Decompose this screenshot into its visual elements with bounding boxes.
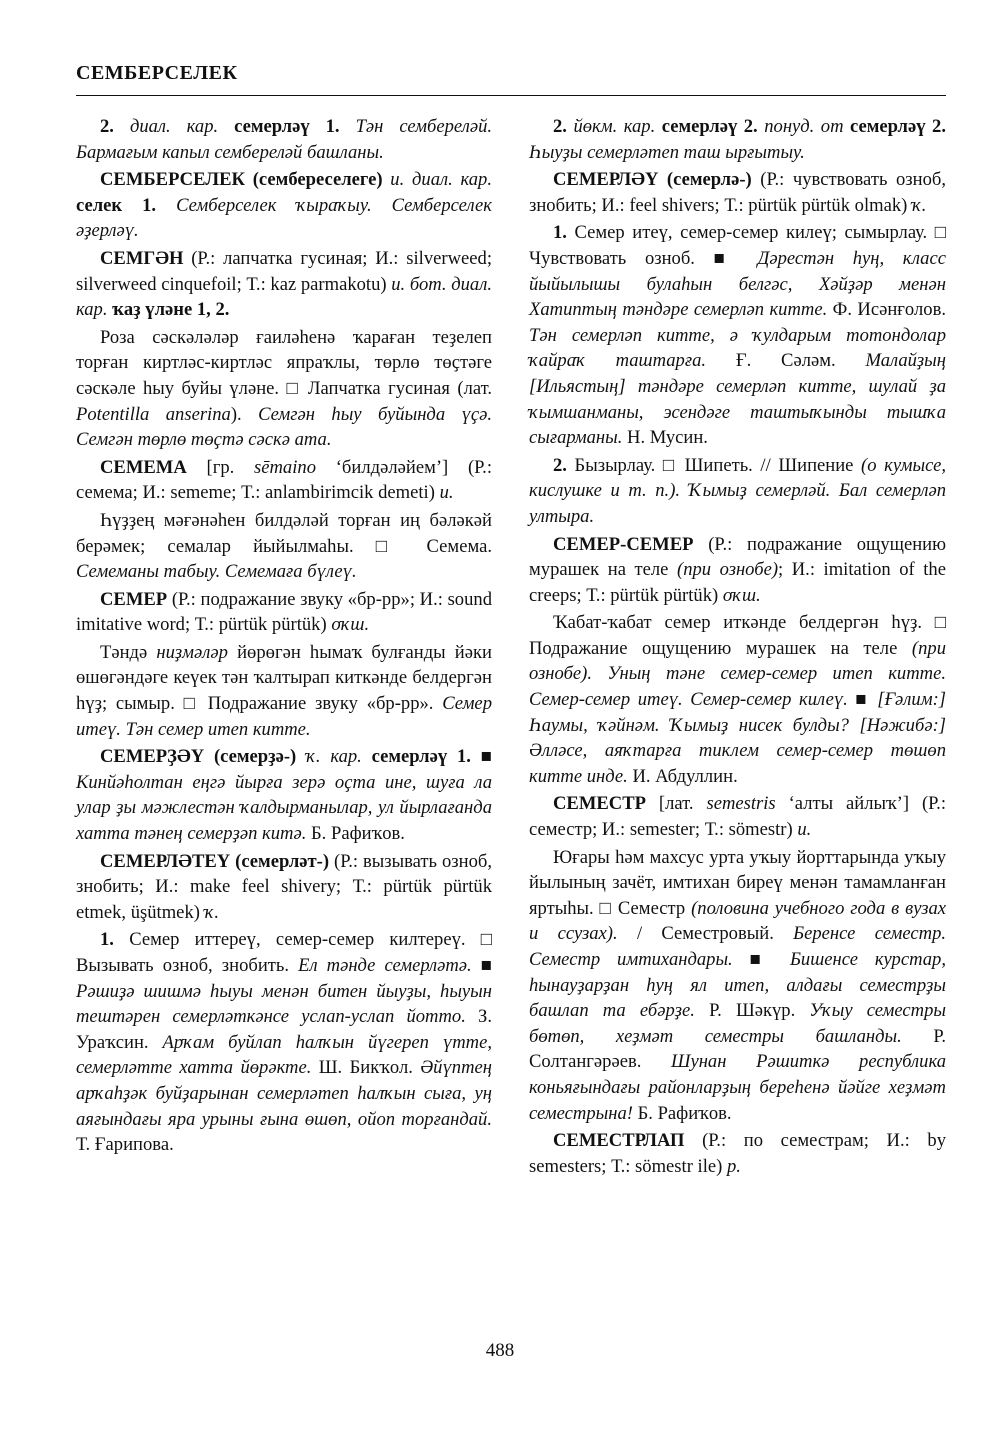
- header-rule: [76, 95, 946, 96]
- entry-paragraph: 2. диал. кар. семерләү 1. Тән сембереләй. Бармағым капыл сембереләй башланы.: [76, 116, 493, 163]
- right-column: [529, 114, 946, 1181]
- entry-paragraph: СЕМЕР-СЕМЕР (Р.: подражание ощущению мурашек на теле (при ознобе); И.: imitation of the creeps; Т.: pürtük pürtük) оҡш.: [529, 533, 946, 606]
- entry-paragraph: Роза сәскәләләр ғаиләһенә ҡараған теҙелеп торған киртләс-киртләс япраҡлы, төрлө төҫтәге сәскәле һыу буйы үләне. □ Лапчатка гусиная (лат. Potentilla anserina). Семгән һыу буйында үҫә. Семгән төрлө төҫтә сәскә ата.: [76, 326, 492, 451]
- entry-paragraph: СЕМЕР (Р.: подражание звуку «бр-рр»; И.: sound imitative word; Т.: pürtük pürtük) оҡш.: [76, 588, 492, 636]
- entry-paragraph: 1. Семер итеү, семер-семер килеү; сымырлау. □ Чувствовать озноб. ■ Дәрестән һуң, класс йыйылышы булаһын белгәс, Хәйҙәр менән Хатиптың тәндәре семерләп китте. Ф. Исәнғолов. Тән семерләп китте, ә ҡулдарым тотондолар ҡайраҡ таштарға. Ғ. Сәләм. Малайҙың [Ильястың] тәндәре семерләп китте, шулай ҙа ҡымшанманы, эсендәге таштыҡынды тышҡа сығарманы. Н. Мусин.: [529, 222, 946, 449]
- page-number: 488: [485, 1340, 515, 1361]
- entry-paragraph: СЕМГӘН (Р.: лапчатка гусиная; И.: silverweed; silverweed cinquefoil; Т.: kaz parmakotu) и. бот. диал. кар. ҡаҙ үләне 1, 2.: [76, 247, 492, 321]
- entry-paragraph: СЕМЕМА [гр. sēmaino ‘билдәләйем’] (Р.: семема; И.: sememe; Т.: anlambirimcik demeti) и.: [76, 456, 492, 504]
- entry-paragraph: 2. Бызырлау. □ Шипеть. // Шипение (о кумысе, кислушке и т. п.). Ҡымыҙ семерләй. Бал семерләп ултыра.: [529, 454, 946, 527]
- entry-paragraph: 1. Семер иттереү, семер-семер килтереү. □ Вызывать озноб, знобить. Ел тәнде семерләтә. ■ Рәшиҙә шишмә һыуы менән битен йыуҙы, һыуын тештәрен семерләткәнсе услап-услап йотто. З. Ураҡсин. Арҡам буйлап һалҡын йүгереп үтте, семерләтте хатта йөрәкте. Ш. Бикҡол. Әйүптең арҡаһҙәк буйҙарынан семерләтеп һалҡын сыға, уң аяғындағы яра урыны ғына өшөп, ойоп торғандай. Т. Ғарипова.: [76, 929, 493, 1156]
- running-head: СЕМБЕРСЕЛЕК: [76, 62, 238, 84]
- entry-paragraph: СЕМЕСТРЛАП (Р.: по семестрам; И.: by semesters; Т.: sömestr ile) р.: [529, 1130, 946, 1177]
- entry-paragraph: СЕМЕРЛӘҮ (семерлә-) (Р.: чувствовать озноб, знобить; И.: feel shivers; Т.: pürtük pürtük olmak) ҡ.: [529, 169, 946, 216]
- entry-paragraph: Юғары һәм махсус урта уҡыу йорттарында уҡыу йылының зачёт, имтихан биреү менән тамамланған яртыһы. □ Семестр (половина учебного года в вузах и ссузах). / Семестровый. Беренсе семестр. Семестр имтихандары. ■ Бишенсе курстар, һынауҙарҙан һуң ял итеп, алдағы семестрҙы башлап та ебәрҙе. Р. Шәкүр. Уҡыу семестры бөтөп, хеҙмәт семестры башланды. Р. Солтангәрәев. Шунан Рәшиткә республика коньяғындағы районларҙың береһенә йәйге хеҙмәт семестрына! Б. Рафиҡов.: [529, 846, 947, 1124]
- entry-paragraph: СЕМЕРЛӘТЕҮ (семерләт-) (Р.: вызывать озноб, знобить; И.: make feel shivery; Т.: pürtük pürtük etmek, üşütmek) ҡ.: [76, 850, 492, 923]
- entry-paragraph: СЕМЕСТР [лат. semestris ‘алты айлыҡ’] (Р.: семестр; И.: semester; Т.: sömestr) и.: [529, 793, 946, 841]
- entry-paragraph: СЕМЕРҘӘҮ (семерҙә-) ҡ. кар. семерләү 1. ■ Кинйәһолтан еңгә йырға зерә оҫта ине, шуға ла улар ҙы мәжлестән ҡалдырманылар, ул йырлағанда хатта тәнең семерҙәп китә. Б. Рафиҡов.: [76, 746, 492, 845]
- entry-paragraph: 2. йөкм. кар. семерләү 2. понуд. от семерләү 2. Һыуҙы семерләтеп таш ырғытыу.: [529, 116, 946, 163]
- entry-paragraph: СЕМБЕРСЕЛЕК (сембереселеге) и. диал. кар. селек 1. Семберселек ҡыраҡыу. Семберселек әҙерләү.: [76, 169, 492, 242]
- left-column: [76, 114, 492, 1160]
- entry-paragraph: Тәндә ниҙмәләр йөрөгән һымаҡ булғанды йәки өшөгәндәге кеүек тән ҡалтырап киткәнде белдергән һүҙ; сымыр. □ Подражание звуку «бр-рр». Семер итеү. Тән семер итеп китте.: [76, 641, 492, 740]
- entry-paragraph: Һүҙҙең мәғәнәһен билдәләй торған иң бәләкәй берәмек; семалар йыйылмаһы. □ Семема. Семеманы табыу. Семемаға бүлеү.: [76, 509, 492, 583]
- entry-paragraph: Ҡабат-ҡабат семер иткәнде белдергән һүҙ. □ Подражание ощущению мурашек на теле (при ознобе). Уның тәне семер-семер итеп китте. Семер-семер итеү. Семер-семер килеү. ■ [Ғәлим:] Һаумы, ҡәйнәм. Ҡымыҙ нисек булды? [Нәжибә:] Әлләсе, аяҡтарға тиклем семер-семер төшөп китте инде. И. Абдуллин.: [529, 612, 946, 787]
